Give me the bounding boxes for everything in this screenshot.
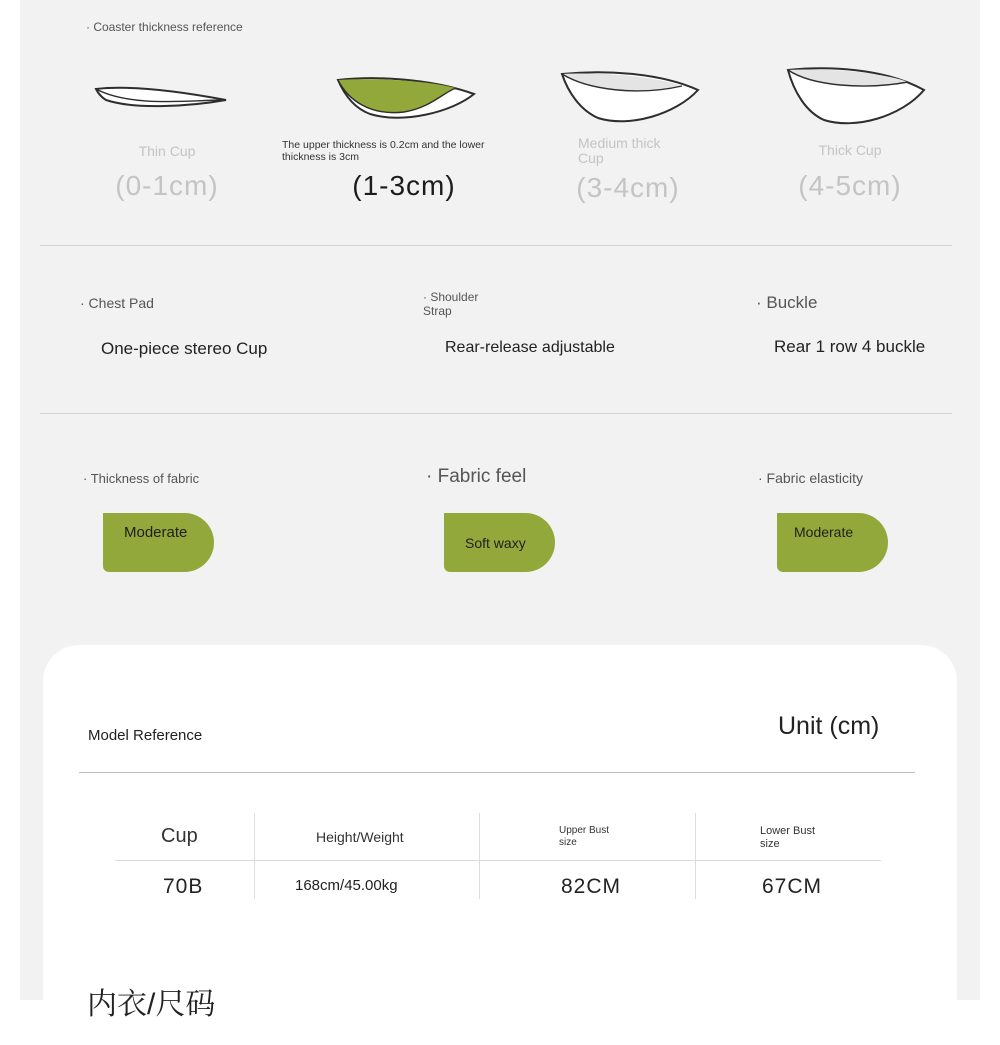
thick-cup-icon [784,64,930,130]
unit-label: Unit (cm) [778,712,880,740]
fabric-elasticity-value: Moderate [794,524,854,540]
shoulder-strap-label: · Shoulder Strap [423,290,479,318]
buckle-label: · Buckle [756,293,818,312]
header-cup: Cup [161,825,198,847]
fabric-feel-label: · Fabric feel [426,466,527,487]
fabric-feel-value: Soft waxy [465,534,526,551]
fabric-thickness-label: · Thickness of fabric [83,471,200,486]
shoulder-strap-value: Rear-release adjustable [445,339,615,356]
fabric-elasticity-badge [777,513,888,572]
cup-name-medium-thick: Medium thick Cup [578,135,661,166]
thin-cup-icon [92,80,232,114]
fabric-thickness-badge [103,513,214,572]
coaster-section-title: · Coaster thickness reference [86,20,243,34]
table-row-divider [115,860,881,861]
cup-note-active: The upper thickness is 0.2cm and the lower thickness is 3cm [282,139,485,163]
table-column-divider [695,813,696,899]
value-lower-bust: 67CM [762,875,823,898]
chest-pad-label: · Chest Pad [80,295,154,311]
cup-name-thick: Thick Cup [818,142,882,158]
cup-range-active: (1-3cm) [352,170,456,201]
fabric-thickness-value: Moderate [124,524,188,541]
header-height-weight: Height/Weight [316,829,404,845]
cup-range-thin: (0-1cm) [115,170,219,201]
header-upper-bust: Upper Bust size [559,825,610,848]
cup-name-thin: Thin Cup [138,143,196,159]
value-cup: 70B [163,875,204,898]
header-lower-bust: Lower Bust size [760,825,816,850]
medium-thick-cup-icon [558,66,704,128]
section-divider [40,413,952,414]
table-column-divider [254,813,255,899]
fabric-feel-badge [444,513,555,572]
section-divider [40,245,952,246]
value-upper-bust: 82CM [561,875,622,898]
chest-pad-value: One-piece stereo Cup [101,339,268,358]
table-column-divider [479,813,480,899]
cup-range-thick: (4-5cm) [798,170,902,201]
cup-range-medium-thick: (3-4cm) [576,172,680,203]
value-height-weight: 168cm/45.00kg [295,877,398,894]
buckle-value: Rear 1 row 4 buckle [774,337,926,356]
model-reference-title: Model Reference [88,727,203,744]
medium-cup-icon [334,72,480,124]
card-divider [79,772,915,773]
fabric-elasticity-label: · Fabric elasticity [758,470,864,486]
size-section-heading: 内衣/尺码 [87,988,216,1021]
model-reference-card [43,645,957,1045]
